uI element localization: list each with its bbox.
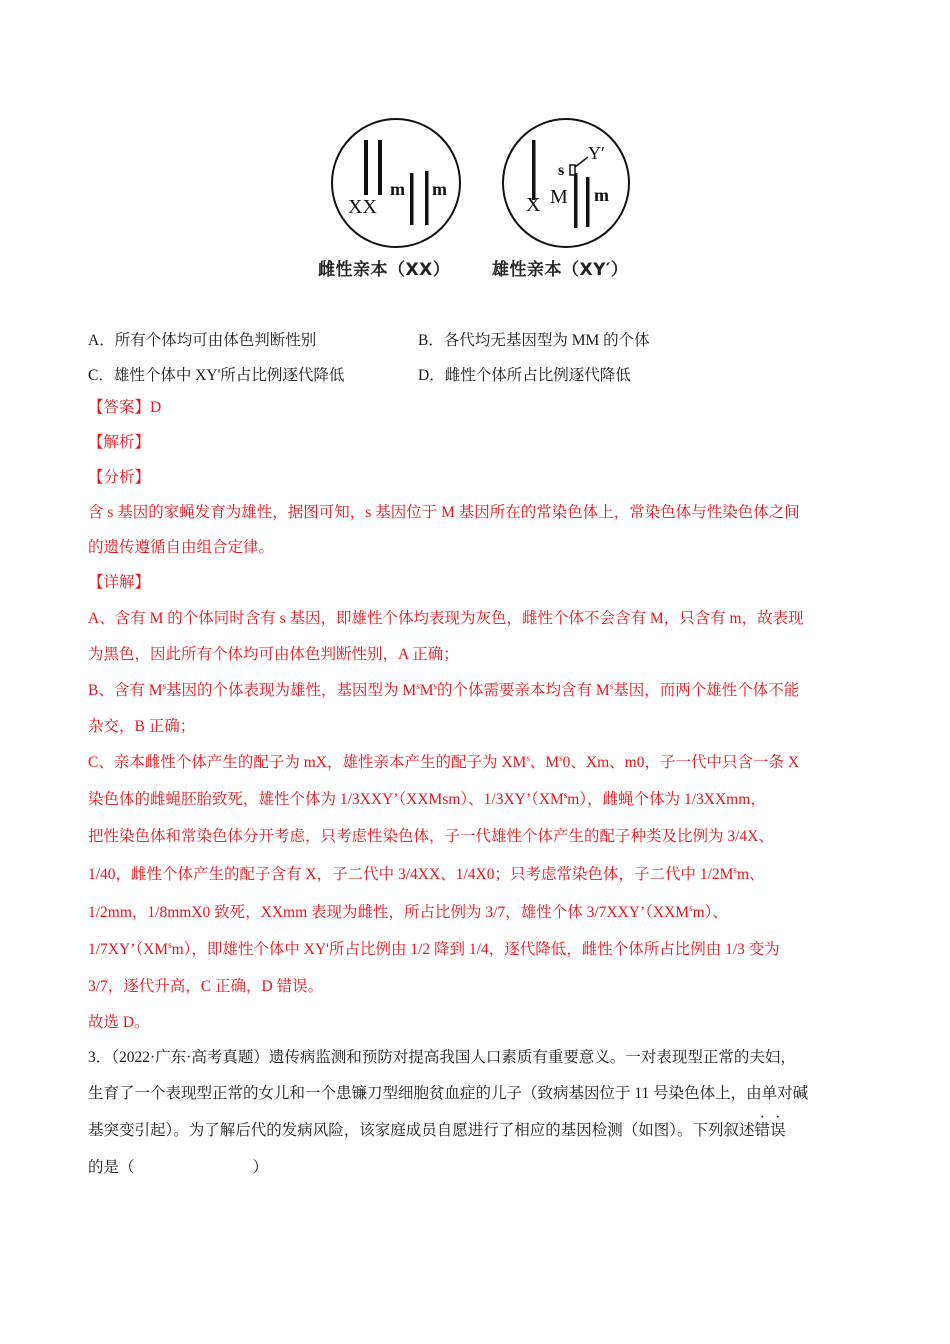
male-parent-caption: 雄性亲本（XY′）	[492, 260, 629, 280]
superscript: s	[689, 903, 693, 913]
text-segment: m），雌蝇个体为 1/3XXmm，	[567, 791, 766, 808]
answer-line	[88, 398, 161, 418]
chromosome-figure	[318, 115, 658, 285]
text-segment: C、亲本雌性个体产生的配子为 mX，雄性亲本产生的配子为 XM	[88, 754, 527, 771]
question3-line-4	[88, 1158, 268, 1178]
svg-text:s: s	[558, 162, 565, 179]
option-a: A．所有个体均可由体色判断性别	[88, 332, 317, 349]
male-parent-cell-diagram	[498, 115, 638, 255]
detail-c-line-7: 3/7，逐代升高，C 正确，D 错误。	[88, 978, 324, 995]
superscript: s	[733, 865, 737, 875]
detail-b-line-2: 杂交，B 正确；	[88, 718, 196, 735]
svg-text:m: m	[390, 179, 405, 199]
superscript: s	[416, 681, 420, 691]
text-segment: m），即雄性个体中 XY'所占比例由 1/2 降到 1/4，逐代降低，雌性个体所占比例由 1/3 变为	[171, 941, 780, 958]
detail-b-line-1	[88, 681, 799, 701]
text-segment: 的个体需要亲本均含有 M	[437, 682, 610, 699]
detail-header: 【详解】	[88, 574, 151, 591]
detail-c-line-5	[88, 903, 728, 923]
svg-text:XX: XX	[348, 196, 377, 218]
explanation-header: 【解析】	[88, 434, 151, 451]
svg-text:M: M	[550, 186, 568, 208]
text-segment: M	[419, 682, 434, 699]
superscript: s	[526, 753, 530, 763]
option-d: D．雌性个体所占比例逐代降低	[418, 367, 631, 384]
detail-c-line-4	[88, 865, 765, 885]
svg-text:X: X	[526, 194, 541, 216]
svg-text:Y′: Y′	[588, 143, 605, 163]
option-c: C．雄性个体中 XY'所占比例逐代降低	[88, 367, 345, 384]
superscript: s	[559, 753, 563, 763]
text-segment: 1/2mm，1/8mmX0 致死，XXmm 表现为雌性，所占比例为 3/7，雄性个体 3/7XXY’（XXM	[88, 904, 690, 921]
answer-label: 【答案】	[88, 399, 151, 416]
superscript: s	[563, 790, 568, 800]
emphasized-char: 错	[754, 1122, 771, 1139]
superscript: s	[168, 940, 172, 950]
text-segment: 1/40，雌性个体产生的配子含有 X，子二代中 3/4XX、1/4X0；只考虑常染色体，子二代中 1/2M	[88, 866, 734, 883]
option-b: B．各代均无基因型为 MM 的个体	[418, 332, 650, 349]
question3-line-2: 生育了一个表现型正常的女儿和一个患镰刀型细胞贫血症的儿子（致病基因位于 11 号染色体上，由单对碱	[88, 1085, 809, 1102]
text-segment: m）、	[692, 904, 728, 921]
text-segment: 0、Xm、m0，子一代中只含一条 X	[562, 754, 800, 771]
text-segment: 基突变引起）。为了解后代的发病风险，该家庭成员自愿进行了相应的基因检测（如图）。下列叙述	[88, 1122, 755, 1139]
answer-value: D	[150, 399, 162, 416]
svg-text:m: m	[594, 185, 609, 205]
superscript: s	[433, 681, 438, 691]
detail-c-line-3: 把性染色体和常染色体分开考虑，只考虑性染色体，子一代雄性个体产生的配子种类及比例为 3/4X、	[88, 828, 774, 845]
text-segment: m、	[736, 866, 765, 883]
superscript: s	[162, 681, 167, 691]
text-segment: 1/7XY’（XM	[88, 941, 169, 958]
detail-a-line-2: 为黑色，因此所有个体均可由体色判断性别，A 正确；	[88, 646, 459, 663]
detail-c-line-6	[88, 940, 780, 960]
text-segment: 、M	[529, 754, 560, 771]
female-parent-cell-diagram	[328, 115, 468, 255]
detail-c-line-1	[88, 753, 799, 773]
analysis-line-1: 含 s 基因的家蝇发育为雄性，据图可知，s 基因位于 M 基因所在的常染色体上，常染色体与性染色体之间	[88, 504, 800, 521]
text-segment: 染色体的雌蝇胚胎致死，雄性个体为 1/3XXY’（XXMsm）、1/3XY’（XM	[88, 791, 564, 808]
analysis-header: 【分析】	[88, 469, 151, 486]
conclusion: 故选 D。	[88, 1014, 150, 1031]
question3-line-1: 3．（2022·广东·高考真题）遗传病监测和预防对提高我国人口素质有重要意义。一对表现型正常的夫妇，	[88, 1049, 796, 1066]
female-parent-caption: 雌性亲本（XX）	[318, 260, 451, 280]
emphasized-char: 误	[770, 1122, 786, 1139]
detail-c-line-2	[88, 790, 766, 810]
text-segment: ）	[252, 1159, 269, 1176]
superscript: s	[609, 681, 614, 691]
svg-text:m: m	[432, 179, 447, 199]
text-segment: B、含有 M	[88, 682, 163, 699]
analysis-line-2: 的遗传遵循自由组合定律。	[88, 539, 275, 556]
detail-a-line-1: A、含有 M 的个体同时含有 s 基因，即雄性个体均表现为灰色，雌性个体不会含有 M，只含有 m，故表现	[88, 610, 804, 627]
text-segment: 基因，而两个雄性个体不能	[613, 682, 800, 699]
text-segment: 基因的个体表现为雄性，基因型为 M	[166, 682, 417, 699]
question3-line-3	[88, 1121, 786, 1141]
text-segment: 的是（	[88, 1159, 135, 1176]
